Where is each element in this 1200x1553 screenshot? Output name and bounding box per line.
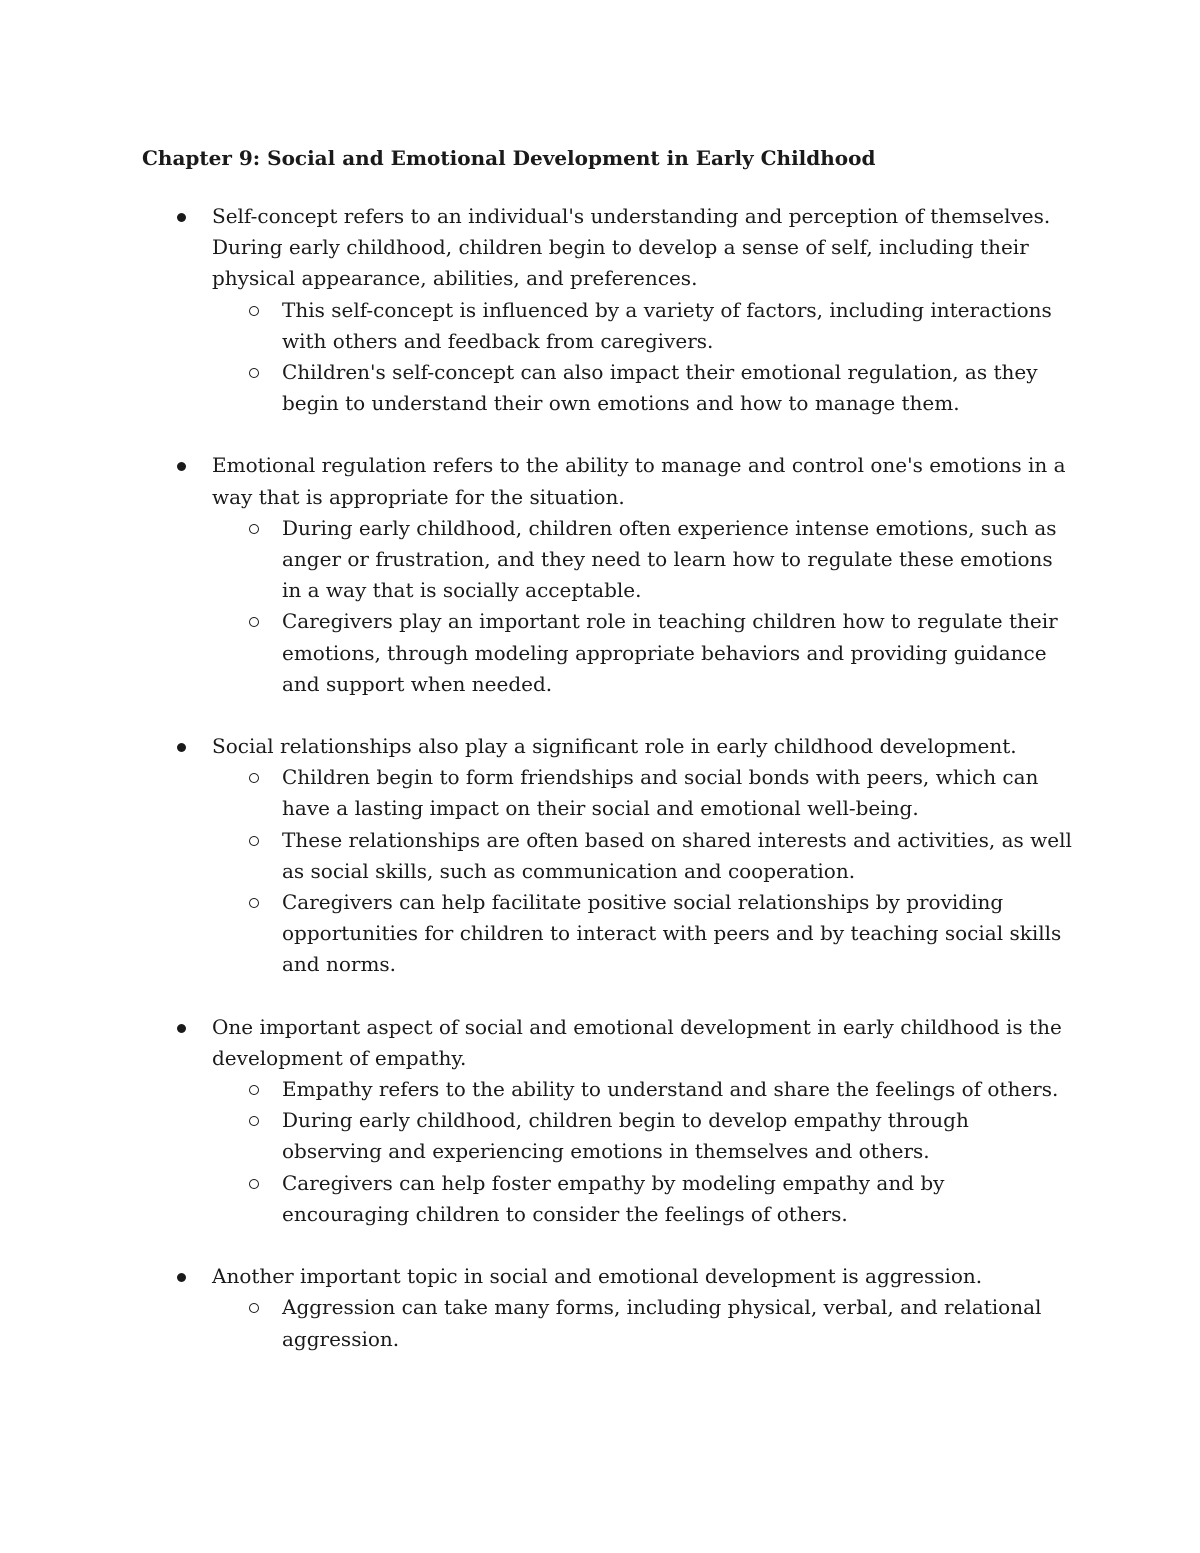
sub-bullet-circle-icon: [249, 524, 259, 534]
sub-bullet-text: This self-concept is influenced by a variety of factors, including interactions with others and feedback from caregivers.: [282, 297, 1052, 353]
bullet-text: One important aspect of social and emotional development in early childhood is the development of empathy.: [212, 1014, 1062, 1070]
sub-bullet-text: Aggression can take many forms, including physical, verbal, and relational aggression.: [282, 1295, 1042, 1351]
sub-bullet-circle-icon: [249, 1179, 259, 1189]
sub-bullet-circle-icon: [249, 1116, 259, 1126]
sub-bullet-text: Empathy refers to the ability to understand and share the feelings of others.: [282, 1077, 1059, 1102]
sub-bullet-circle-icon: [249, 1085, 259, 1095]
sub-bullet-item: [0, 1292, 1072, 1354]
bullet-text: Self-concept refers to an individual's understanding and perception of themselves. During early childhood, children begin to develop a sense of self, including their physical appearance, abilities, and preferences.: [212, 204, 1051, 291]
sub-bullet-item: [0, 762, 1072, 824]
outline-section: [0, 201, 1200, 419]
bullet-item: [0, 1012, 1072, 1074]
bullet-dot-icon: [177, 462, 186, 471]
sub-bullet-item: [0, 1168, 1072, 1230]
outline-section: [0, 731, 1200, 981]
sub-bullet-text: During early childhood, children often experience intense emotions, such as anger or frustration, and they need to learn how to regulate these emotions in a way that is socially acceptable.: [282, 515, 1057, 603]
sub-bullet-circle-icon: [249, 1303, 259, 1313]
sub-bullet-text: Caregivers can help foster empathy by modeling empathy and by encouraging children to consider the feelings of others.: [282, 1170, 945, 1226]
document-title: Chapter 9: Social and Emotional Development in Early Childhood: [142, 146, 876, 170]
bullet-dot-icon: [177, 1024, 186, 1033]
bullet-text: Social relationships also play a significant role in early childhood development.: [212, 734, 1017, 759]
sub-bullet-item: [0, 606, 1072, 700]
bullet-text: Another important topic in social and emotional development is aggression.: [212, 1264, 983, 1289]
sub-bullet-circle-icon: [249, 368, 259, 378]
bullet-item: [0, 1261, 1072, 1292]
outline-section: [0, 1261, 1200, 1355]
sub-bullet-circle-icon: [249, 898, 259, 908]
sub-bullet-text: Children begin to form friendships and social bonds with peers, which can have a lasting impact on their social and emotional well-being.: [282, 765, 1039, 821]
sub-bullet-circle-icon: [249, 836, 259, 846]
sub-bullet-text: Children's self-concept can also impact their emotional regulation, as they begin to understand their own emotions and how to manage them.: [282, 360, 1038, 416]
outline-section: [0, 1012, 1200, 1230]
sub-bullet-circle-icon: [249, 773, 259, 783]
sub-bullet-circle-icon: [249, 306, 259, 316]
sub-bullet-circle-icon: [249, 617, 259, 627]
sub-bullet-text: During early childhood, children begin to develop empathy through observing and experiencing emotions in themselves and others.: [282, 1108, 969, 1164]
sub-bullet-item: [0, 825, 1072, 887]
bullet-dot-icon: [177, 213, 186, 222]
outline-section: [0, 450, 1200, 700]
sub-bullet-text: These relationships are often based on shared interests and activities, as well as social skills, such as communication and cooperation.: [282, 827, 1072, 883]
notes-outline: [0, 201, 1200, 1386]
bullet-dot-icon: [177, 743, 186, 752]
sub-bullet-item: [0, 1105, 1072, 1167]
bullet-text: Emotional regulation refers to the ability to manage and control one's emotions in a way that is appropriate for the situation.: [212, 453, 1066, 509]
bullet-item: [0, 450, 1072, 512]
sub-bullet-item: [0, 295, 1072, 357]
sub-bullet-item: [0, 513, 1072, 607]
sub-bullet-text: Caregivers can help facilitate positive social relationships by providing opportunities for children to interact with peers and by teaching social skills and norms.: [282, 890, 1062, 977]
bullet-item: [0, 731, 1072, 762]
sub-bullet-item: [0, 1074, 1072, 1105]
sub-bullet-item: [0, 357, 1072, 419]
sub-bullet-text: Caregivers play an important role in teaching children how to regulate their emotions, through modeling appropriate behaviors and providing guidance and support when needed.: [282, 609, 1058, 696]
sub-bullet-item: [0, 887, 1072, 981]
bullet-dot-icon: [177, 1273, 186, 1282]
bullet-item: [0, 201, 1072, 295]
